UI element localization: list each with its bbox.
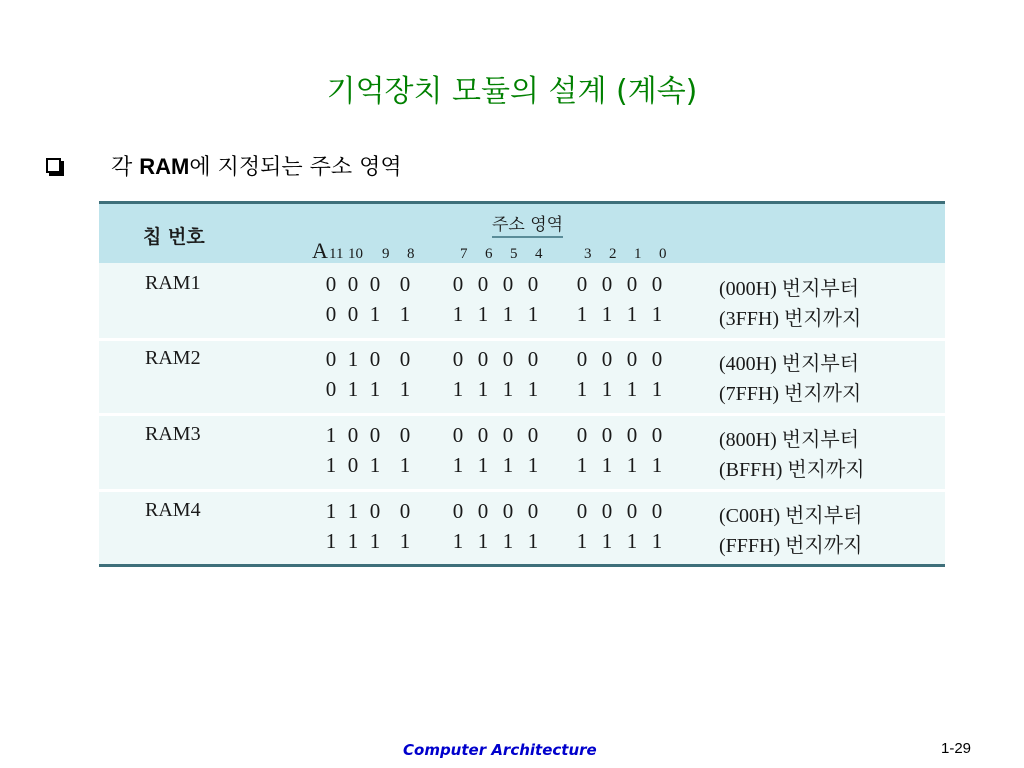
address-bit: 1 — [477, 302, 489, 326]
address-bit: 0 — [502, 423, 514, 447]
address-bit: 0 — [369, 499, 381, 523]
address-bit: 0 — [576, 272, 588, 296]
address-bit: 0 — [527, 423, 539, 447]
address-bit: 1 — [626, 529, 638, 553]
row-separator — [99, 489, 945, 492]
address-bit: 1 — [626, 302, 638, 326]
address-bit: 1 — [325, 453, 337, 477]
page-number: 1-29 — [941, 740, 972, 757]
address-bit: 0 — [399, 272, 411, 296]
address-bit: 0 — [452, 499, 464, 523]
address-bit: 1 — [477, 529, 489, 553]
address-bit: 0 — [502, 347, 514, 371]
header-bit-label: 6 — [485, 246, 493, 262]
address-bit: 0 — [626, 272, 638, 296]
address-bit: 0 — [347, 302, 359, 326]
address-bit: 0 — [626, 423, 638, 447]
address-bit: 0 — [347, 272, 359, 296]
address-bit: 1 — [527, 302, 539, 326]
header-bit-label: 5 — [510, 246, 518, 262]
end-address: (7FFH) 번지까지 — [719, 383, 862, 405]
address-bit: 1 — [325, 529, 337, 553]
address-bit: 1 — [369, 377, 381, 401]
address-bit: 0 — [347, 423, 359, 447]
address-bit: 0 — [399, 423, 411, 447]
address-bit: 1 — [626, 377, 638, 401]
address-bit: 1 — [325, 423, 337, 447]
address-bit: 0 — [502, 499, 514, 523]
address-bit: 1 — [601, 453, 613, 477]
address-bit: 1 — [651, 302, 663, 326]
chip-name: RAM3 — [145, 423, 201, 445]
address-bit: 1 — [369, 529, 381, 553]
address-bit: 0 — [477, 272, 489, 296]
header-bit-label: 11 — [329, 246, 344, 262]
header-bit-label: 1 — [634, 246, 642, 262]
chip-name: RAM1 — [145, 272, 201, 294]
address-bit: 1 — [651, 377, 663, 401]
address-bit: 0 — [399, 499, 411, 523]
address-bit: 1 — [347, 377, 359, 401]
address-bit: 0 — [369, 423, 381, 447]
address-bit: 1 — [399, 529, 411, 553]
address-bit: 1 — [325, 499, 337, 523]
address-bit: 1 — [576, 302, 588, 326]
start-address: (000H) 번지부터 — [719, 278, 860, 300]
address-bit: 1 — [347, 529, 359, 553]
address-map-table — [99, 201, 945, 567]
address-bit: 1 — [502, 302, 514, 326]
address-bit: 0 — [452, 272, 464, 296]
end-address: (BFFH) 번지까지 — [719, 459, 865, 481]
address-bit: 0 — [325, 272, 337, 296]
address-bit: 0 — [576, 347, 588, 371]
bullet-text: 각 RAM에 지정되는 주소 영역 — [111, 154, 402, 180]
address-bit: 1 — [527, 529, 539, 553]
chip-name: RAM2 — [145, 347, 201, 369]
address-bit: 1 — [601, 302, 613, 326]
table-header — [99, 201, 945, 263]
address-bit: 1 — [651, 453, 663, 477]
address-bit: 1 — [651, 529, 663, 553]
address-bit: 0 — [651, 423, 663, 447]
address-bit: 0 — [651, 272, 663, 296]
address-bit: 0 — [347, 453, 359, 477]
address-bit: 0 — [601, 499, 613, 523]
address-bit: 0 — [452, 347, 464, 371]
checkbox-bullet-icon — [46, 158, 61, 173]
header-bit-label: 7 — [460, 246, 468, 262]
address-bit: 0 — [576, 499, 588, 523]
address-bit: 0 — [399, 347, 411, 371]
address-bit: 1 — [399, 453, 411, 477]
address-bit: 1 — [452, 529, 464, 553]
slide-title: 기억장치 모듈의 설계 (계속) — [326, 74, 698, 109]
address-bit: 0 — [626, 499, 638, 523]
footer-course: Computer Architecture — [403, 741, 597, 759]
start-address: (400H) 번지부터 — [719, 353, 860, 375]
address-bit: 1 — [502, 453, 514, 477]
address-bit: 0 — [527, 272, 539, 296]
address-bit: 1 — [399, 302, 411, 326]
address-bit: 0 — [477, 423, 489, 447]
address-bit: 0 — [601, 347, 613, 371]
address-bit: 1 — [502, 377, 514, 401]
address-bit: 0 — [477, 347, 489, 371]
address-bit: 1 — [601, 377, 613, 401]
address-bit: 1 — [347, 499, 359, 523]
address-bit: 1 — [576, 377, 588, 401]
address-bit: 1 — [369, 453, 381, 477]
address-bit: 1 — [601, 529, 613, 553]
address-bit: 0 — [626, 347, 638, 371]
header-bit-label: 10 — [348, 246, 363, 262]
header-bit-label: 9 — [382, 246, 390, 262]
address-bit: 1 — [626, 453, 638, 477]
address-bit: 1 — [502, 529, 514, 553]
address-bit: 0 — [601, 423, 613, 447]
address-bit: 0 — [601, 272, 613, 296]
address-bit: 0 — [452, 423, 464, 447]
address-bit: 1 — [399, 377, 411, 401]
address-bit: 1 — [452, 377, 464, 401]
address-bit: 1 — [452, 302, 464, 326]
address-bit: 0 — [325, 302, 337, 326]
bullet-item — [46, 150, 402, 181]
end-address: (3FFH) 번지까지 — [719, 308, 862, 330]
header-bit-label: 4 — [535, 246, 543, 262]
address-bit: 1 — [477, 453, 489, 477]
header-bit-label: 3 — [584, 246, 592, 262]
address-bit: 0 — [369, 272, 381, 296]
address-bit: 1 — [347, 347, 359, 371]
address-bit: 0 — [369, 347, 381, 371]
address-bit: 0 — [325, 347, 337, 371]
address-bit: 0 — [325, 377, 337, 401]
row-separator — [99, 413, 945, 416]
header-bit-label: 2 — [609, 246, 617, 262]
address-bit: 0 — [527, 347, 539, 371]
start-address: (800H) 번지부터 — [719, 429, 860, 451]
address-bit: 0 — [477, 499, 489, 523]
row-separator — [99, 338, 945, 341]
address-bit: 0 — [651, 499, 663, 523]
address-bit: 1 — [527, 453, 539, 477]
table-bottom-rule — [99, 564, 945, 567]
header-bit-label: 8 — [407, 246, 415, 262]
address-bit: 1 — [452, 453, 464, 477]
start-address: (C00H) 번지부터 — [719, 505, 863, 527]
address-bit: 0 — [651, 347, 663, 371]
header-address-range: 주소 영역 — [492, 210, 563, 238]
end-address: (FFFH) 번지까지 — [719, 535, 863, 557]
address-bit: 1 — [477, 377, 489, 401]
address-bit: 0 — [527, 499, 539, 523]
header-chip-number: 칩 번호 — [143, 226, 205, 248]
address-bit: 1 — [527, 377, 539, 401]
address-bit: 0 — [576, 423, 588, 447]
header-bit-label: 0 — [659, 246, 667, 262]
chip-name: RAM4 — [145, 499, 201, 521]
address-bit: 1 — [369, 302, 381, 326]
address-bit: 1 — [576, 453, 588, 477]
address-bit: 1 — [576, 529, 588, 553]
header-address-prefix: A — [312, 238, 328, 263]
address-bit: 0 — [502, 272, 514, 296]
